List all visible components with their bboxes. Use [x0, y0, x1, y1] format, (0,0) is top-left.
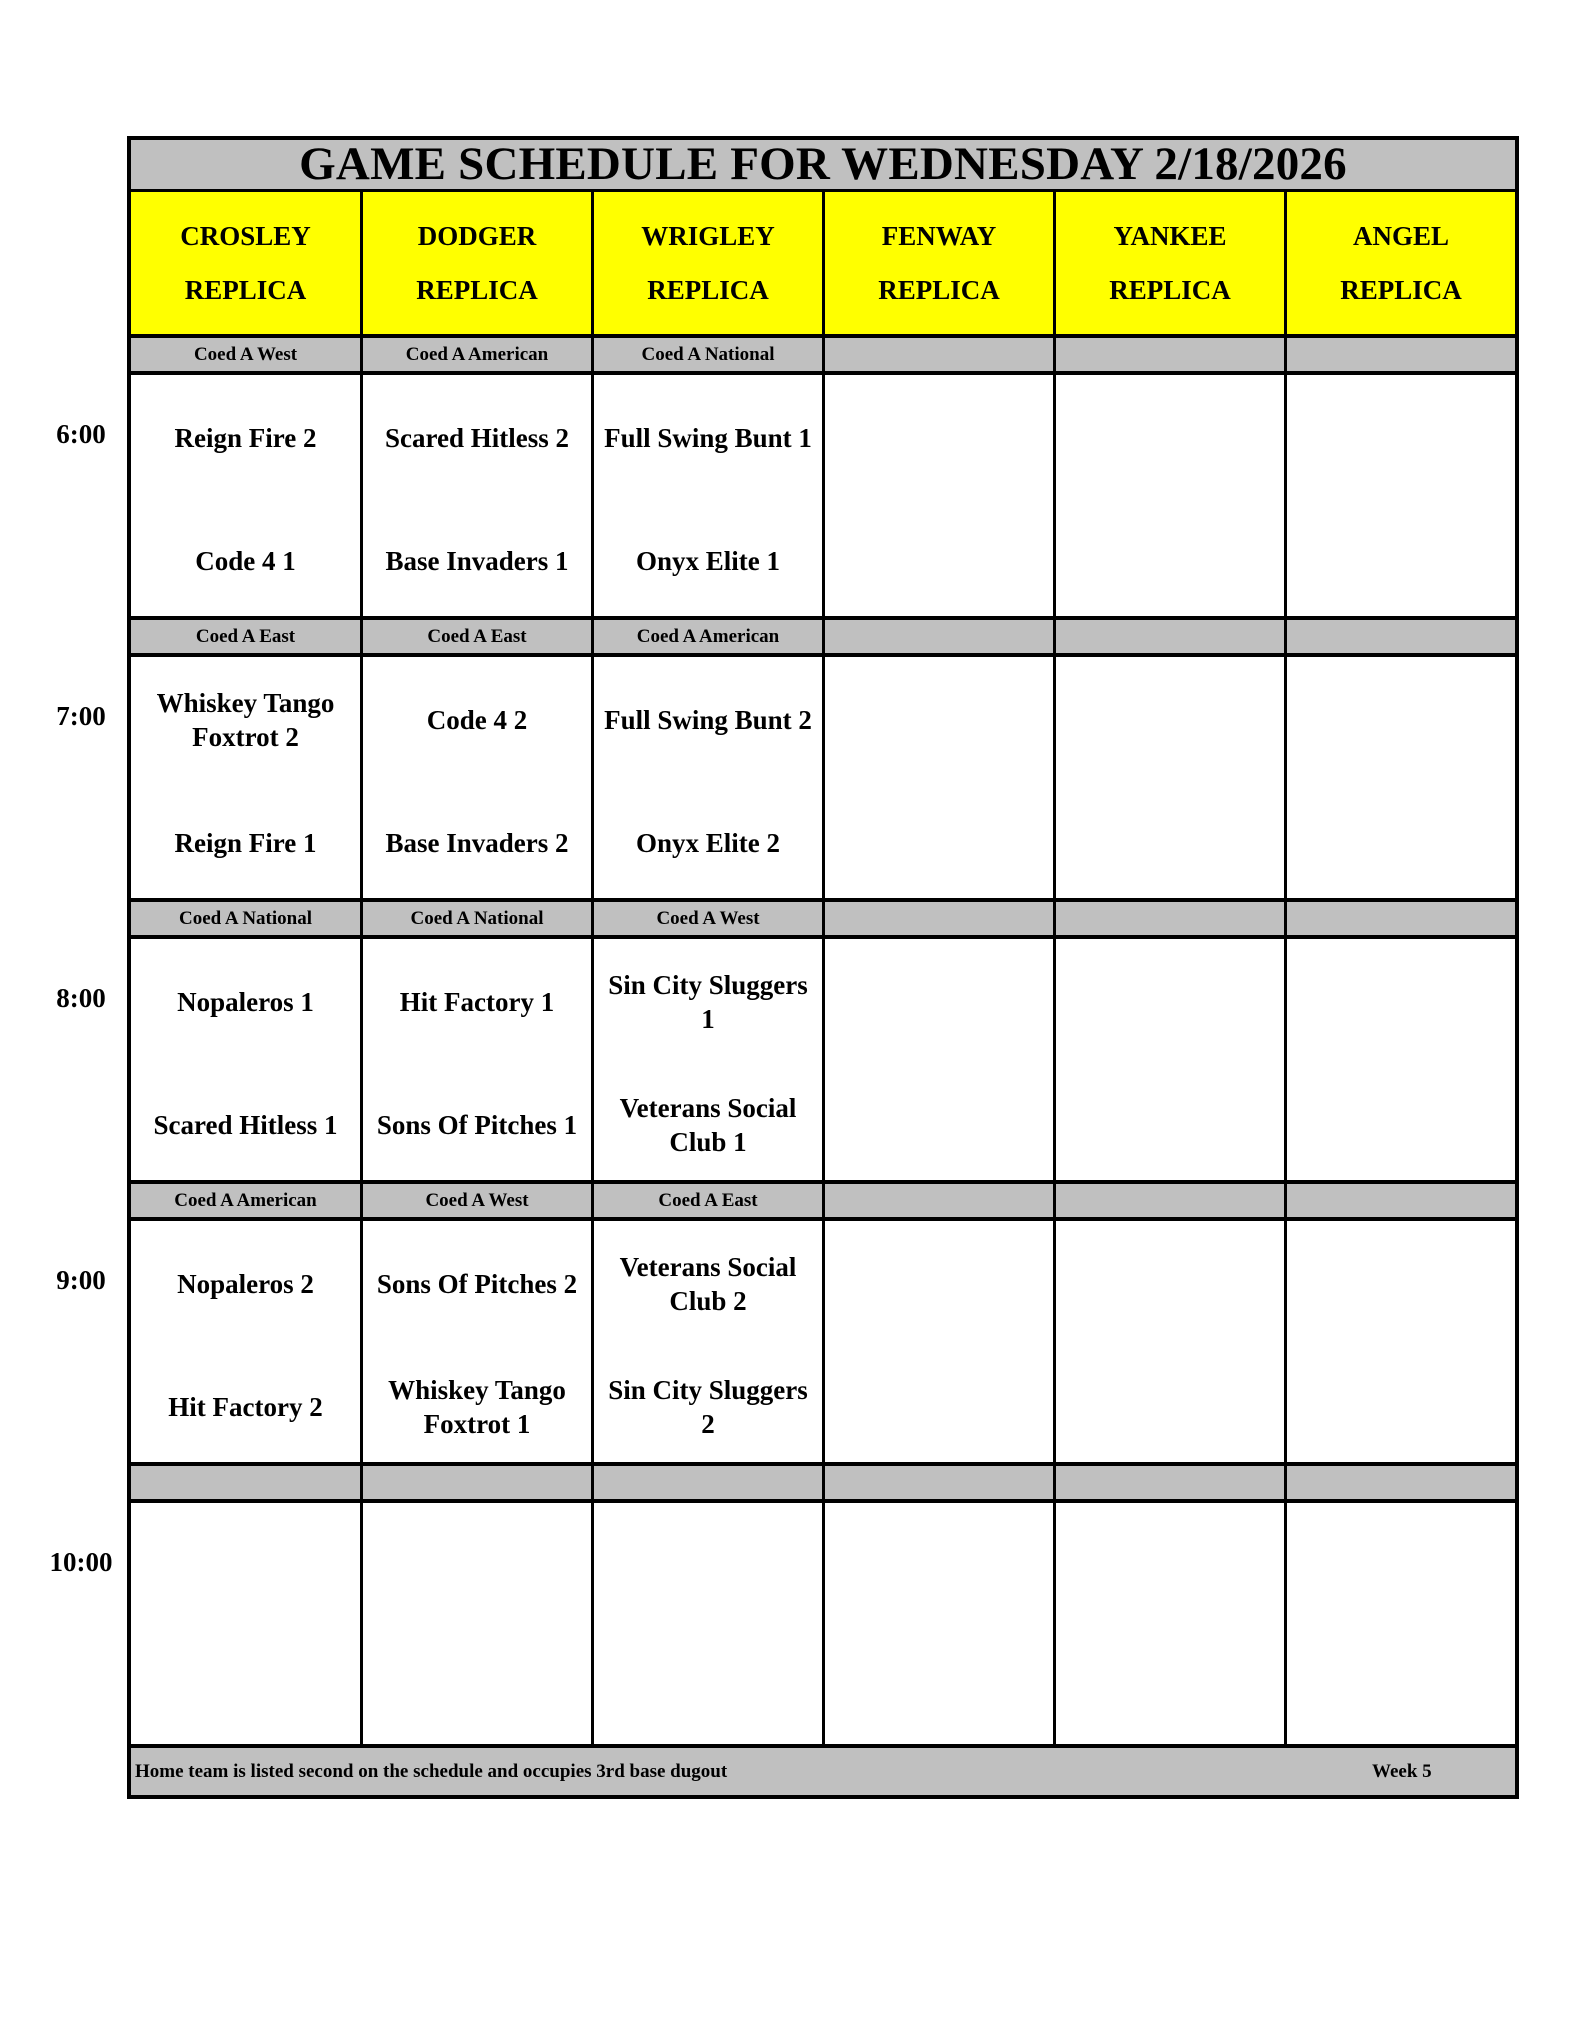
division-label: Coed A West: [131, 338, 363, 371]
time-label: 7:00: [56, 701, 106, 731]
game-row: [131, 1221, 1515, 1466]
division-label: [825, 902, 1056, 935]
division-label: [1287, 1184, 1515, 1217]
field-header-yankee: [1056, 192, 1287, 334]
field-header-angel: [1287, 192, 1515, 334]
division-label: [1056, 1466, 1287, 1499]
away-team: Whiskey Tango Foxtrot 2: [156, 688, 335, 752]
field-name: CROSLEY: [180, 221, 311, 251]
home-team: [1287, 798, 1515, 888]
away-team: [1287, 1521, 1515, 1611]
away-team: Nopaleros 2: [177, 1269, 314, 1299]
division-label: [1056, 338, 1287, 371]
home-team: Whiskey Tango Foxtrot 1: [388, 1375, 566, 1439]
division-label: Coed A East: [594, 1184, 825, 1217]
game-cell: [363, 657, 594, 898]
away-team: Veterans Social Club 2: [619, 1252, 797, 1316]
time-label: 6:00: [56, 419, 106, 449]
division-row: [131, 620, 1515, 657]
game-cell: [825, 1221, 1056, 1462]
division-label: Coed A National: [131, 902, 363, 935]
home-team: [1287, 1362, 1515, 1452]
division-label: [363, 1466, 594, 1499]
game-cell: [363, 1221, 594, 1462]
home-team: [1056, 1362, 1284, 1452]
away-team: Code 4 2: [426, 705, 528, 735]
division-label: Coed A West: [594, 902, 825, 935]
division-label: [1056, 902, 1287, 935]
away-team: [1056, 1239, 1284, 1329]
game-cell: [1287, 657, 1515, 898]
division-label: [825, 1184, 1056, 1217]
field-name: DODGER: [417, 221, 537, 251]
division-label: [1056, 620, 1287, 653]
game-cell: [825, 939, 1056, 1180]
away-team: Full Swing Bunt 1: [604, 423, 812, 453]
game-cell: [594, 1503, 825, 1744]
division-row: [131, 1184, 1515, 1221]
division-label: [825, 620, 1056, 653]
division-label: [1287, 1466, 1515, 1499]
away-team: Scared Hitless 2: [385, 423, 569, 453]
division-label: [1287, 338, 1515, 371]
division-label: Coed A West: [363, 1184, 594, 1217]
away-team: [825, 957, 1053, 1047]
field-header-row: [131, 192, 1515, 338]
division-row: [131, 902, 1515, 939]
away-team: [1056, 675, 1284, 765]
home-team: [1056, 798, 1284, 888]
game-cell: [1056, 939, 1287, 1180]
time-label: 8:00: [56, 983, 106, 1013]
away-team: [1287, 957, 1515, 1047]
away-team: [1287, 675, 1515, 765]
division-label: Coed A East: [131, 620, 363, 653]
away-team: [1287, 1239, 1515, 1329]
home-team: [825, 1080, 1053, 1170]
home-team: [1287, 1080, 1515, 1170]
home-team: [1287, 1644, 1515, 1734]
field-header-crosley: [131, 192, 363, 334]
game-row: [131, 939, 1515, 1184]
home-team: Base Invaders 1: [385, 546, 569, 576]
home-team: Base Invaders 2: [385, 828, 569, 858]
home-team: Code 4 1: [195, 546, 296, 576]
home-team: Hit Factory 2: [168, 1392, 323, 1422]
away-team: [825, 1521, 1053, 1611]
away-team: Sons Of Pitches 2: [376, 1269, 578, 1299]
division-label: Coed A American: [131, 1184, 363, 1217]
away-team: [1056, 957, 1284, 1047]
home-team: Sons Of Pitches 1: [376, 1110, 578, 1140]
game-cell: [1287, 939, 1515, 1180]
home-team: Onyx Elite 1: [635, 546, 780, 576]
home-team: [131, 1644, 360, 1734]
home-team-note: Home team is listed second on the schedule and occupies 3rd base dugout: [135, 1760, 728, 1782]
division-label: [1287, 620, 1515, 653]
time-slots: [131, 338, 1515, 1748]
game-cell: [594, 939, 825, 1180]
away-team: [825, 393, 1053, 483]
home-team: Scared Hitless 1: [153, 1110, 338, 1140]
schedule-sheet: [127, 136, 1519, 1799]
game-cell: [131, 1221, 363, 1462]
game-cell: [1056, 1503, 1287, 1744]
game-cell: [131, 939, 363, 1180]
time-label: 10:00: [49, 1547, 113, 1577]
away-team: [825, 1239, 1053, 1329]
time-label: 9:00: [56, 1265, 106, 1295]
game-cell: [363, 1503, 594, 1744]
home-team: [594, 1644, 822, 1734]
home-team: [825, 798, 1053, 888]
game-cell: [1056, 657, 1287, 898]
game-cell: [1287, 1503, 1515, 1744]
field-sub: REPLICA: [1109, 275, 1231, 305]
division-label: [1056, 1184, 1287, 1217]
game-cell: [825, 1503, 1056, 1744]
away-team: Nopaleros 1: [177, 987, 314, 1017]
field-name: YANKEE: [1113, 221, 1227, 251]
game-cell: [1287, 375, 1515, 616]
home-team: Onyx Elite 2: [635, 828, 780, 858]
away-team: Full Swing Bunt 2: [604, 705, 812, 735]
field-sub: REPLICA: [184, 275, 307, 305]
field-sub: REPLICA: [416, 275, 538, 305]
division-label: Coed A National: [363, 902, 594, 935]
page-title: GAME SCHEDULE FOR WEDNESDAY 2/18/2026: [131, 140, 1515, 192]
away-team: [1056, 1521, 1284, 1611]
home-team: [1287, 516, 1515, 606]
home-team: Sin City Sluggers 2: [608, 1375, 808, 1439]
game-cell: [594, 375, 825, 616]
game-cell: [131, 375, 363, 616]
game-cell: [594, 657, 825, 898]
field-name: ANGEL: [1352, 221, 1450, 251]
away-team: [1056, 393, 1284, 483]
game-cell: [825, 657, 1056, 898]
game-row: [131, 1503, 1515, 1748]
away-team: Reign Fire 2: [174, 423, 317, 453]
home-team: [1056, 516, 1284, 606]
division-label: [1287, 902, 1515, 935]
division-label: Coed A American: [594, 620, 825, 653]
home-team: Veterans Social Club 1: [619, 1093, 797, 1157]
home-team: [1056, 1644, 1284, 1734]
game-row: [131, 657, 1515, 902]
field-sub: REPLICA: [1340, 275, 1462, 305]
away-team: [825, 675, 1053, 765]
game-cell: [1056, 1221, 1287, 1462]
home-team: [363, 1644, 591, 1734]
game-cell: [363, 939, 594, 1180]
home-team: [1056, 1080, 1284, 1170]
game-cell: [594, 1221, 825, 1462]
division-label: Coed A East: [363, 620, 594, 653]
field-name: WRIGLEY: [641, 221, 775, 251]
home-team: [825, 516, 1053, 606]
away-team: Hit Factory 1: [399, 987, 555, 1017]
division-label: Coed A National: [594, 338, 825, 371]
home-team: [825, 1644, 1053, 1734]
field-header-dodger: [363, 192, 594, 334]
division-label: [825, 1466, 1056, 1499]
away-team: [1287, 393, 1515, 483]
division-label: [825, 338, 1056, 371]
game-cell: [1287, 1221, 1515, 1462]
game-cell: [825, 375, 1056, 616]
field-sub: REPLICA: [647, 275, 769, 305]
division-row: [131, 338, 1515, 375]
division-label: [131, 1466, 363, 1499]
away-team: [363, 1521, 591, 1611]
away-team: Sin City Sluggers 1: [608, 970, 808, 1034]
away-team: [594, 1521, 822, 1611]
home-team: [825, 1362, 1053, 1452]
game-cell: [131, 657, 363, 898]
division-row: [131, 1466, 1515, 1503]
footer-bar: [131, 1748, 1515, 1795]
field-header-fenway: [825, 192, 1056, 334]
week-label: Week 5: [1372, 1760, 1432, 1782]
game-cell: [131, 1503, 363, 1744]
field-header-wrigley: [594, 192, 825, 334]
game-cell: [363, 375, 594, 616]
field-sub: REPLICA: [878, 275, 1000, 305]
game-cell: [1056, 375, 1287, 616]
division-label: [594, 1466, 825, 1499]
game-row: [131, 375, 1515, 620]
home-team: Reign Fire 1: [174, 828, 317, 858]
away-team: [131, 1521, 360, 1611]
field-name: FENWAY: [881, 221, 997, 251]
division-label: Coed A American: [363, 338, 594, 371]
